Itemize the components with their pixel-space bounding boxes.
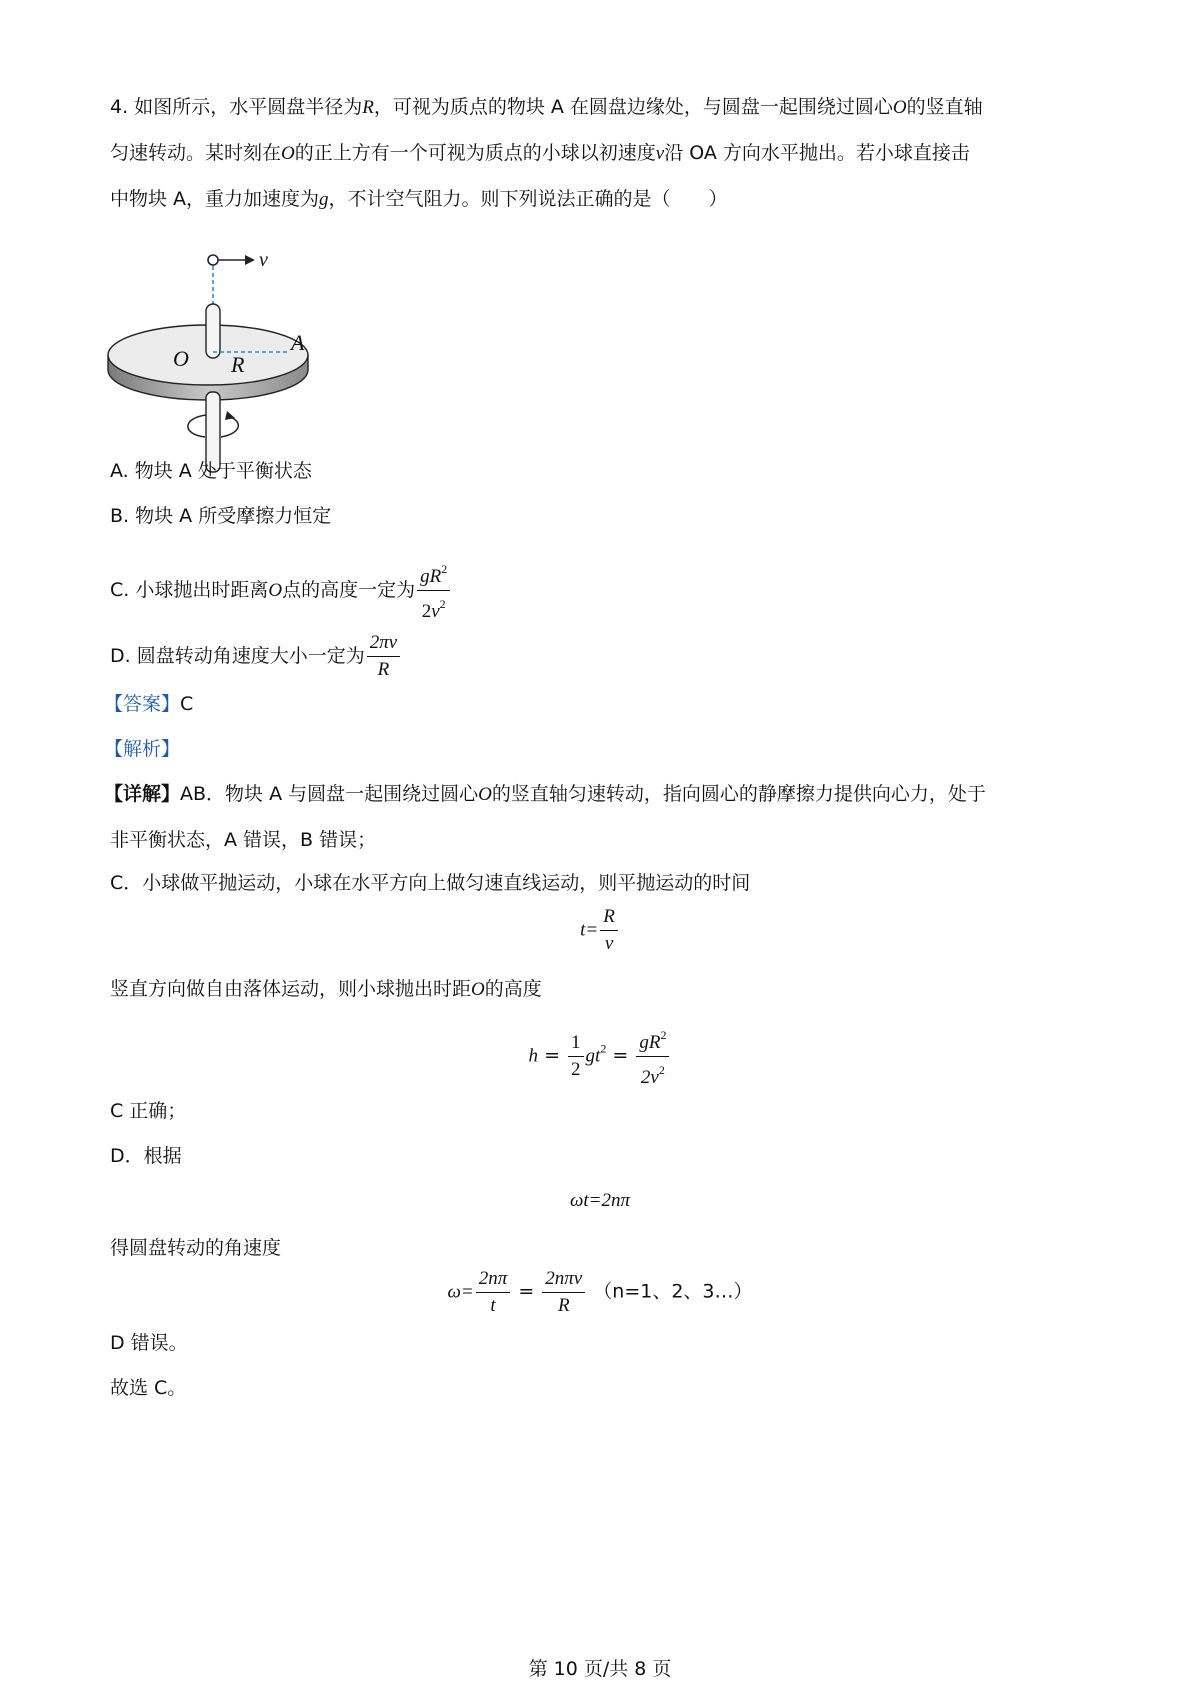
detail-line-4: 竖直方向做自由落体运动，则小球抛出时距O的高度 [110,978,542,1000]
detail-line-6: D．根据 [110,1145,182,1167]
option-a: A. 物块 A 处于平衡状态 [110,460,312,482]
page-footer: 第 10 页/共 8 页 [528,1658,672,1680]
option-b: B. 物块 A 所受摩擦力恒定 [110,505,332,527]
option-c: C. 小球抛出时距离O点的高度一定为 $\frac{gR^2}{2v^2}$ [110,556,452,625]
detail-line-9: 故选 C。 [110,1377,187,1399]
detail-label: 【详解】 [104,783,181,805]
equation-omega: ω= $\frac{2n\pi}{t}$ = $\frac{\text{2nπv}}{R}$ （n=1、2、3…） [447,1268,753,1316]
detail-line-8: D 错误。 [110,1332,188,1354]
detail-line-1: 【详解】AB．物块 A 与圆盘一起围绕过圆心O的竖直轴匀速转动，指向圆心的静摩擦力提供向心力，处于 [104,783,986,805]
detail-line-3: C．小球做平抛运动，小球在水平方向上做匀速直线运动，则平抛运动的时间 [110,872,751,894]
shaft [206,304,220,358]
figure-label-A: A [291,330,305,355]
analysis-label: 【解析】 [104,738,181,760]
rotating-disk-figure [105,242,345,477]
equation-time: t= $\frac{R}{v}$ [0,904,1200,957]
option-c-fraction: $\frac{gR^2}{2v^2}$ [417,556,450,625]
equation-height: h = $\frac{1}{2}$ $gt^2$ = $\frac{gR^2}{2v^2}$ [0,1022,1200,1091]
figure-label-v: v [259,249,268,271]
question-line-3: 中物块 A，重力加速度为g，不计空气阻力。则下列说法正确的是（ ） [110,188,728,210]
answer-label: 【答案】 [104,693,181,715]
equation-omega-t: ωt=2nπ [569,1190,631,1211]
detail-line-2: 非平衡状态，A 错误，B 错误； [110,829,377,851]
question-line-2: 匀速转动。某时刻在O的正上方有一个可视为质点的小球以初速度v沿 OA 方向水平抛出。若小球直接击 [110,142,970,164]
answer-line [104,691,193,717]
option-d-fraction: $\frac{2\pi v}{R}$ [367,630,400,683]
answer-value: C [180,693,194,715]
detail-line-5: C 正确； [110,1100,187,1122]
figure-label-R: R [231,352,245,377]
question-number: 4. [110,96,129,118]
figure-label-O: O [173,346,189,371]
detail-line-7: 得圆盘转动的角速度 [110,1237,282,1259]
question-line-1: 4. 如图所示，水平圆盘半径为R，可视为质点的物块 A 在圆盘边缘处，与圆盘一起围绕过圆心O的竖直轴 [110,96,983,118]
ball-icon [208,255,218,265]
option-d: D. 圆盘转动角速度大小一定为 $\frac{2\pi v}{R}$ [110,630,402,683]
